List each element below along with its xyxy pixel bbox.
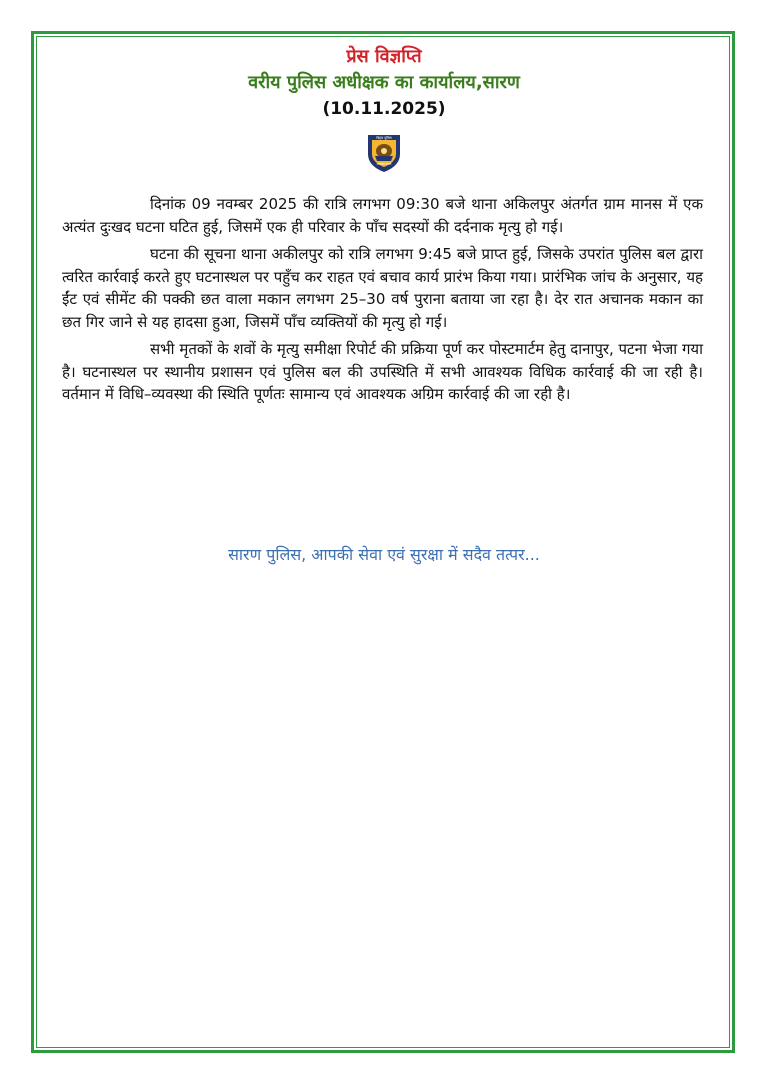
- press-release-body: [62, 193, 703, 411]
- body-paragraph-incident: दिनांक 09 नवम्बर 2025 की रात्रि लगभग 09:30 बजे थाना अकिलपुर अंतर्गत ग्राम मानस में एक अत्यंत दुःखद घटना घटित हुई, जिसमें एक ही परिवार के पाँच सदस्यों की दर्दनाक मृत्यु हो गई।: [62, 195, 703, 236]
- page-border-inner: [36, 36, 730, 1048]
- office-heading: वरीय पुलिस अधीक्षक का कार्यालय,सारण: [248, 72, 520, 93]
- press-release-heading: प्रेस विज्ञप्ति: [346, 46, 422, 67]
- document-header: [40, 44, 728, 122]
- body-paragraph-rescue: घटना की सूचना थाना अकीलपुर को रात्रि लगभग 9:45 बजे प्राप्त हुई, जिसके उपरांत पुलिस बल द्वारा त्वरित कार्रवाई करते हुए घटनास्थल पर पहुँच कर राहत एवं बचाव कार्य प्रारंभ किया गया। प्रारंभिक जांच के अनुसार, यह ईंट एवं सीमेंट की पक्की छत वाला मकान लगभग 25–30 वर्ष पुराना बताया जा रहा है। देर रात अचानक मकान का छत गिर जाने से यह हादसा हुआ, जिसमें पाँच व्यक्तियों की मृत्यु हो गई।: [62, 245, 703, 331]
- body-paragraph-postmortem: सभी मृतकों के शवों के मृत्यु समीक्षा रिपोर्ट की प्रक्रिया पूर्ण कर पोस्टमार्टम हेतु दानापुर, पटना भेजा गया है। घटनास्थल पर स्थानीय प्रशासन एवं पुलिस बल की उपस्थिति में सभी आवश्यक विधिक कार्रवाई की जा रही है।वर्तमान में विधि–व्यवस्था की स्थिति पूर्णतः सामान्य एवं आवश्यक अग्रिम कार्रवाई की जा रही है।: [62, 340, 703, 403]
- police-tagline: सारण पुलिस, आपकी सेवा एवं सुरक्षा में सदैव तत्पर...: [228, 545, 540, 564]
- emblem-top-text: बिहार पुलिस: [376, 136, 392, 140]
- release-date: (10.11.2025): [322, 99, 446, 119]
- bihar-police-emblem-icon: [363, 132, 405, 174]
- emblem-bottom-text: सत्यमेव जयते: [376, 162, 392, 166]
